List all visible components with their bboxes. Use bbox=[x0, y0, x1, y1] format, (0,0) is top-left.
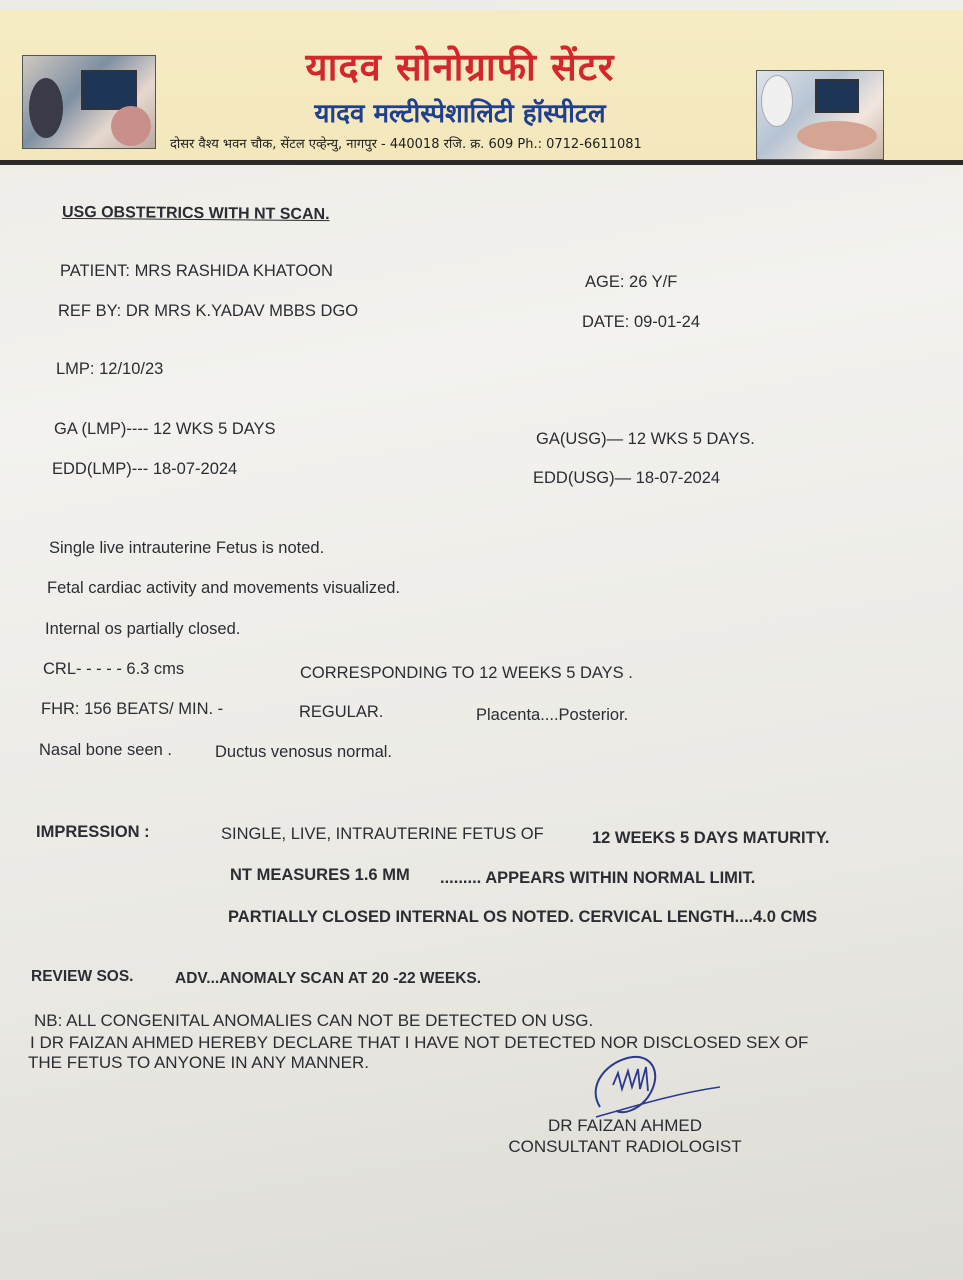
ultrasound-monitor-icon bbox=[815, 79, 859, 113]
review-advice: ADV...ANOMALY SCAN AT 20 -22 WEEKS. bbox=[175, 970, 482, 987]
finding-crl: CRL- - - - - 6.3 cms bbox=[43, 660, 185, 678]
doctor-name: DR FAIZAN AHMED bbox=[548, 1116, 702, 1135]
address-line: दोसर वैश्य भवन चौक, सेंटल एव्हेन्यु, नागपुर - 440018 रजि. क्र. 609 Ph.: 0712-6611081 bbox=[170, 137, 642, 152]
ga-usg: GA(USG)— 12 WKS 5 DAYS. bbox=[536, 430, 755, 448]
impression-nt-normal: ......... APPEARS WITHIN NORMAL LIMIT. bbox=[440, 869, 756, 887]
hospital-name-hindi: यादव मल्टीस्पेशालिटी हॉस्पीटल bbox=[314, 99, 606, 129]
finding-internal-os: Internal os partially closed. bbox=[45, 620, 241, 638]
ultrasound-monitor-icon bbox=[81, 70, 137, 110]
center-name-hindi: यादव सोनोग्राफी सेंटर bbox=[305, 45, 615, 89]
impression-maturity: 12 WEEKS 5 DAYS MATURITY. bbox=[592, 829, 830, 847]
patient-name: PATIENT: MRS RASHIDA KHATOON bbox=[60, 262, 333, 280]
finding-ductus-venosus: Ductus venosus normal. bbox=[215, 743, 392, 761]
report-title: USG OBSTETRICS WITH NT SCAN. bbox=[61, 203, 330, 224]
finding-nasal-bone: Nasal bone seen . bbox=[39, 741, 173, 759]
edd-lmp: EDD(LMP)--- 18-07-2024 bbox=[52, 460, 238, 478]
impression-cervical-length: PARTIALLY CLOSED INTERNAL OS NOTED. CERVICAL LENGTH....4.0 CMS bbox=[228, 908, 818, 926]
declaration-line1: I DR FAIZAN AHMED HEREBY DECLARE THAT I HAVE NOT DETECTED NOR DISCLOSED SEX OF bbox=[30, 1033, 809, 1052]
doctor-figure bbox=[761, 75, 793, 127]
letterhead bbox=[0, 10, 963, 165]
finding-cardiac: Fetal cardiac activity and movements visualized. bbox=[47, 579, 401, 597]
impression-label: IMPRESSION : bbox=[36, 823, 150, 841]
sonography-photo-left bbox=[22, 55, 156, 149]
referred-by: REF BY: DR MRS K.YADAV MBBS DGO bbox=[58, 302, 359, 320]
patient-age: AGE: 26 Y/F bbox=[585, 273, 678, 291]
handwritten-signature bbox=[578, 1045, 723, 1125]
patient-figure bbox=[111, 106, 151, 146]
signature-block bbox=[490, 1115, 760, 1157]
declaration-line2: THE FETUS TO ANYONE IN ANY MANNER. bbox=[28, 1053, 370, 1072]
finding-fhr-regular: REGULAR. bbox=[299, 703, 384, 721]
patient-figure bbox=[797, 121, 877, 151]
review-label: REVIEW SOS. bbox=[31, 968, 134, 985]
report-date: DATE: 09-01-24 bbox=[582, 313, 700, 331]
impression-nt-measure: NT MEASURES 1.6 MM bbox=[230, 866, 410, 884]
nb-note: NB: ALL CONGENITAL ANOMALIES CAN NOT BE DETECTED ON USG. bbox=[34, 1011, 594, 1030]
finding-fetus: Single live intrauterine Fetus is noted. bbox=[49, 539, 325, 557]
finding-fhr: FHR: 156 BEATS/ MIN. - bbox=[41, 700, 224, 718]
edd-usg: EDD(USG)— 18-07-2024 bbox=[533, 469, 721, 487]
doctor-designation: CONSULTANT RADIOLOGIST bbox=[508, 1137, 742, 1156]
ga-lmp: GA (LMP)---- 12 WKS 5 DAYS bbox=[54, 420, 276, 438]
doctor-figure bbox=[29, 78, 63, 138]
impression-line1: SINGLE, LIVE, INTRAUTERINE FETUS OF bbox=[221, 825, 544, 843]
finding-crl-corresponding: CORRESPONDING TO 12 WEEKS 5 DAYS . bbox=[300, 664, 633, 682]
lmp: LMP: 12/10/23 bbox=[56, 360, 164, 378]
finding-placenta: Placenta....Posterior. bbox=[476, 706, 629, 724]
sonography-photo-right bbox=[756, 70, 884, 160]
